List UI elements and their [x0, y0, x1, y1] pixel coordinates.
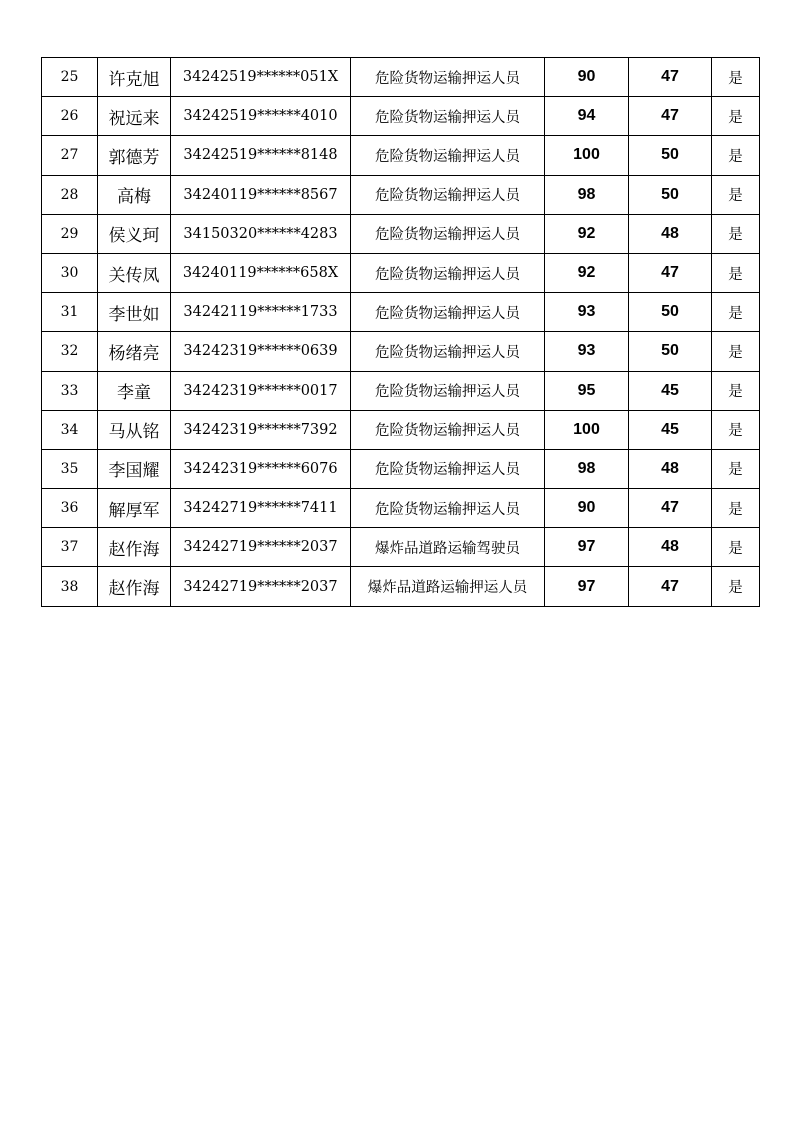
job-type-cell: 危险货物运输押运人员	[351, 253, 545, 292]
score-2-cell: 47	[629, 58, 712, 97]
id-number-cell: 34240119******658X	[171, 253, 351, 292]
pass-status-cell: 是	[712, 449, 760, 488]
pass-status-cell: 是	[712, 175, 760, 214]
row-number-cell: 26	[42, 97, 98, 136]
score-2-cell: 48	[629, 528, 712, 567]
job-type-cell: 危险货物运输押运人员	[351, 58, 545, 97]
table-row	[42, 332, 760, 371]
pass-status-cell: 是	[712, 97, 760, 136]
job-type-cell: 危险货物运输押运人员	[351, 136, 545, 175]
id-number-cell: 34242519******4010	[171, 97, 351, 136]
person-name-cell: 李童	[98, 371, 171, 410]
score-1-cell: 92	[545, 253, 629, 292]
table-row	[42, 449, 760, 488]
score-1-cell: 98	[545, 449, 629, 488]
id-number-cell: 34242319******0639	[171, 332, 351, 371]
job-type-cell: 危险货物运输押运人员	[351, 214, 545, 253]
pass-status-cell: 是	[712, 371, 760, 410]
pass-status-cell: 是	[712, 410, 760, 449]
person-name-cell: 高梅	[98, 175, 171, 214]
row-number-cell: 30	[42, 253, 98, 292]
person-name-cell: 杨绪亮	[98, 332, 171, 371]
pass-status-cell: 是	[712, 489, 760, 528]
score-1-cell: 93	[545, 293, 629, 332]
person-name-cell: 解厚军	[98, 489, 171, 528]
job-type-cell: 爆炸品道路运输押运人员	[351, 567, 545, 606]
score-2-cell: 47	[629, 489, 712, 528]
table-row	[42, 410, 760, 449]
row-number-cell: 27	[42, 136, 98, 175]
person-name-cell: 赵作海	[98, 567, 171, 606]
results-table	[41, 57, 760, 607]
score-1-cell: 100	[545, 410, 629, 449]
row-number-cell: 28	[42, 175, 98, 214]
row-number-cell: 29	[42, 214, 98, 253]
row-number-cell: 25	[42, 58, 98, 97]
person-name-cell: 侯义珂	[98, 214, 171, 253]
id-number-cell: 34242319******6076	[171, 449, 351, 488]
score-2-cell: 50	[629, 293, 712, 332]
id-number-cell: 34242719******2037	[171, 567, 351, 606]
score-2-cell: 47	[629, 567, 712, 606]
id-number-cell: 34242519******051X	[171, 58, 351, 97]
score-2-cell: 45	[629, 410, 712, 449]
row-number-cell: 33	[42, 371, 98, 410]
person-name-cell: 李国耀	[98, 449, 171, 488]
row-number-cell: 31	[42, 293, 98, 332]
person-name-cell: 赵作海	[98, 528, 171, 567]
person-name-cell: 关传凤	[98, 253, 171, 292]
person-name-cell: 李世如	[98, 293, 171, 332]
job-type-cell: 危险货物运输押运人员	[351, 449, 545, 488]
id-number-cell: 34240119******8567	[171, 175, 351, 214]
score-1-cell: 95	[545, 371, 629, 410]
table-row	[42, 528, 760, 567]
score-2-cell: 47	[629, 253, 712, 292]
job-type-cell: 危险货物运输押运人员	[351, 410, 545, 449]
person-name-cell: 祝远来	[98, 97, 171, 136]
score-2-cell: 48	[629, 449, 712, 488]
pass-status-cell: 是	[712, 567, 760, 606]
id-number-cell: 34242319******0017	[171, 371, 351, 410]
row-number-cell: 35	[42, 449, 98, 488]
job-type-cell: 爆炸品道路运输驾驶员	[351, 528, 545, 567]
pass-status-cell: 是	[712, 253, 760, 292]
row-number-cell: 32	[42, 332, 98, 371]
score-1-cell: 93	[545, 332, 629, 371]
person-name-cell: 马从铭	[98, 410, 171, 449]
table-row	[42, 253, 760, 292]
id-number-cell: 34242319******7392	[171, 410, 351, 449]
job-type-cell: 危险货物运输押运人员	[351, 332, 545, 371]
person-name-cell: 许克旭	[98, 58, 171, 97]
table-row	[42, 214, 760, 253]
job-type-cell: 危险货物运输押运人员	[351, 293, 545, 332]
id-number-cell: 34242119******1733	[171, 293, 351, 332]
row-number-cell: 37	[42, 528, 98, 567]
score-2-cell: 50	[629, 332, 712, 371]
id-number-cell: 34242719******2037	[171, 528, 351, 567]
results-table-body	[42, 58, 760, 607]
score-1-cell: 97	[545, 528, 629, 567]
score-2-cell: 50	[629, 175, 712, 214]
pass-status-cell: 是	[712, 58, 760, 97]
row-number-cell: 36	[42, 489, 98, 528]
table-row	[42, 567, 760, 606]
person-name-cell: 郭德芳	[98, 136, 171, 175]
table-row	[42, 371, 760, 410]
pass-status-cell: 是	[712, 293, 760, 332]
job-type-cell: 危险货物运输押运人员	[351, 371, 545, 410]
table-row	[42, 97, 760, 136]
score-1-cell: 92	[545, 214, 629, 253]
score-2-cell: 47	[629, 97, 712, 136]
score-2-cell: 48	[629, 214, 712, 253]
job-type-cell: 危险货物运输押运人员	[351, 97, 545, 136]
pass-status-cell: 是	[712, 136, 760, 175]
score-1-cell: 100	[545, 136, 629, 175]
score-1-cell: 98	[545, 175, 629, 214]
table-row	[42, 58, 760, 97]
id-number-cell: 34242719******7411	[171, 489, 351, 528]
score-1-cell: 94	[545, 97, 629, 136]
pass-status-cell: 是	[712, 528, 760, 567]
pass-status-cell: 是	[712, 332, 760, 371]
job-type-cell: 危险货物运输押运人员	[351, 489, 545, 528]
table-row	[42, 175, 760, 214]
id-number-cell: 34150320******4283	[171, 214, 351, 253]
table-row	[42, 489, 760, 528]
pass-status-cell: 是	[712, 214, 760, 253]
score-1-cell: 90	[545, 489, 629, 528]
table-row	[42, 136, 760, 175]
id-number-cell: 34242519******8148	[171, 136, 351, 175]
score-2-cell: 50	[629, 136, 712, 175]
row-number-cell: 38	[42, 567, 98, 606]
score-1-cell: 97	[545, 567, 629, 606]
job-type-cell: 危险货物运输押运人员	[351, 175, 545, 214]
score-1-cell: 90	[545, 58, 629, 97]
table-row	[42, 293, 760, 332]
row-number-cell: 34	[42, 410, 98, 449]
score-2-cell: 45	[629, 371, 712, 410]
